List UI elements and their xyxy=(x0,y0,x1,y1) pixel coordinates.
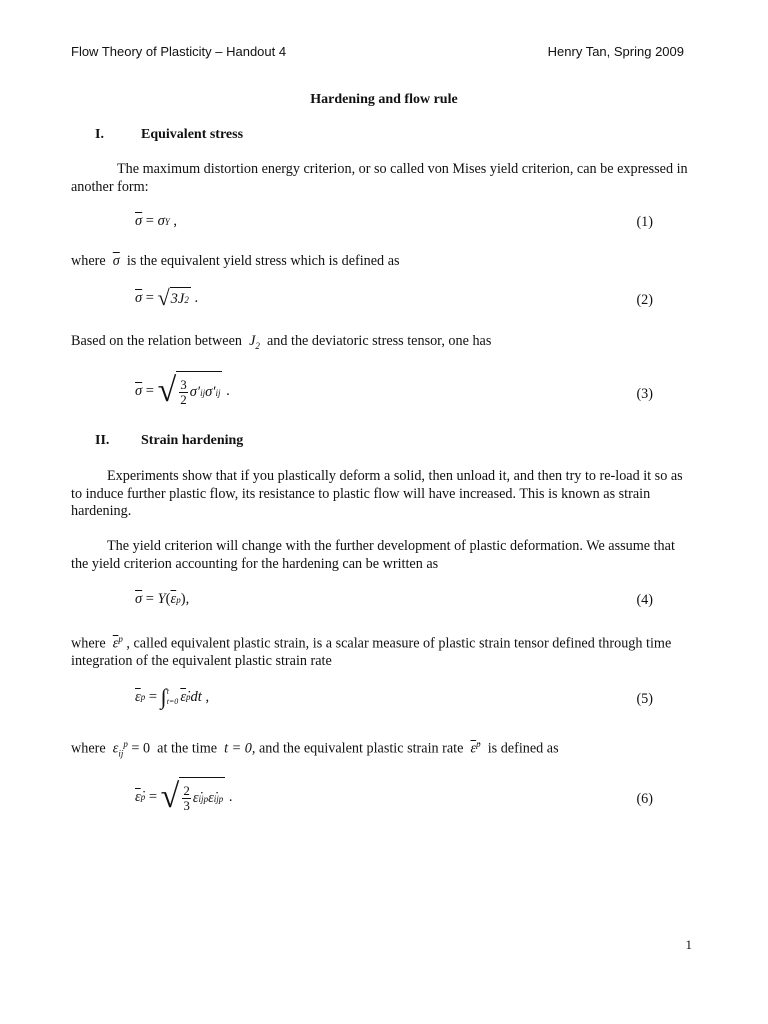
paragraph-text: and the deviatoric stress tensor, one has xyxy=(266,333,492,349)
equation-number-4: (4) xyxy=(636,592,653,608)
paragraph-1 xyxy=(71,161,691,196)
paragraph-6: where $\overline{\varepsilon}^p$ , called equivalent plastic strain, is a scalar measure of plastic strain tensor defined through time integration of the equivalent plastic strain rate xyxy=(71,634,672,670)
header-right: Henry Tan, Spring 2009 xyxy=(547,44,684,59)
header-left: Flow Theory of Plasticity – Handout 4 xyxy=(71,44,287,59)
section-heading-2 xyxy=(95,433,244,449)
equation-3: $\overline{\sigma}$ = √ $\frac{3}{2}$ σ′ ij σ′ ij . xyxy=(135,372,230,409)
eq-lhs: $\overline{\varepsilon}$ xyxy=(135,688,141,705)
eq-lhs: $\overline{\sigma}$ xyxy=(135,213,143,229)
integral-limits: t t=0 xyxy=(166,687,179,706)
eq-term: σ′ xyxy=(189,384,201,400)
eps-bar-inline: $\overline{\varepsilon}$ xyxy=(112,635,119,652)
equation-2: $\overline{\sigma}$ = √ 3J 2 . xyxy=(135,285,199,310)
section-name: Equivalent stress xyxy=(141,127,244,142)
eq-tail: , xyxy=(185,591,190,607)
equation-6: ε̇ p = √ $\frac{2}{3}$ ε̇ ij p ε̇ ij p . xyxy=(135,778,233,815)
section-name: Strain hardening xyxy=(141,433,244,448)
equation-number-2: (2) xyxy=(636,292,653,308)
sqrt-sign: √ $\frac{2}{3}$ ε̇ ij p ε̇ ij p xyxy=(160,778,224,815)
eq-coef: 3J xyxy=(170,291,185,307)
paragraph-3 xyxy=(71,333,691,355)
paragraph-4 xyxy=(71,468,691,521)
paragraph-7: where $\varepsilon_{ij}^p = 0$ at the time t = 0, and the equivalent plastic strain rate ε̇$^p$ is defined as xyxy=(71,739,559,759)
fraction: $\frac{2}{3}$ xyxy=(183,783,190,813)
eq-func: Y xyxy=(157,591,166,607)
paragraph-text: , called equivalent plastic strain, is a scalar measure of plastic strain tensor defined through time integration of the equivalent plastic strain rate xyxy=(71,635,672,670)
equation-number-1: (1) xyxy=(636,214,653,230)
section-numeral: II. xyxy=(95,433,110,448)
equation-number-5: (5) xyxy=(636,691,653,707)
eq-tail: . xyxy=(228,788,233,805)
fraction: $\frac{3}{2}$ xyxy=(180,377,187,407)
eps-dot-bar-inline: ε̇ xyxy=(470,740,477,757)
text-where: where xyxy=(71,740,106,757)
eq-arg: $\overline{\varepsilon}$ xyxy=(170,591,177,607)
j2-inline: J xyxy=(249,333,256,349)
paragraph-text: Based on the relation between xyxy=(71,333,242,349)
eq-tail: . xyxy=(194,289,199,306)
paragraph-text: Experiments show that if you plastically deform a solid, then unload it, and then try to re-load it so as to induce further plastic flow, its resistance to plastic flow will have increased. This is known as strain hardening. xyxy=(71,468,683,519)
sqrt-sign: √ $\frac{3}{2}$ σ′ ij σ′ ij xyxy=(157,372,221,409)
paragraph-text: is the equivalent yield stress which is defined as xyxy=(126,253,400,269)
section-numeral: I. xyxy=(95,127,104,142)
text-where: where xyxy=(71,635,106,652)
eq-dt: dt xyxy=(190,688,202,705)
page-title: Hardening and flow rule xyxy=(310,92,458,107)
eq-tail: , xyxy=(173,213,178,229)
equation-4: $\overline{\sigma}$ = Y ( $\overline{\varepsilon}$ p ) , xyxy=(135,591,190,607)
eq-term: ε̇ xyxy=(192,790,199,806)
eq-tail: , xyxy=(205,688,210,705)
equation-1: $\overline{\sigma}$ = σ Y , xyxy=(135,213,178,229)
integral-sign: ∫ xyxy=(160,684,167,709)
section-heading-1 xyxy=(95,127,244,143)
eq-lhs: $\overline{\sigma}$ xyxy=(135,591,143,607)
sqrt-sign: √ 3J 2 xyxy=(157,285,189,310)
page-number: 1 xyxy=(685,937,692,952)
paragraph-2 xyxy=(71,253,691,271)
paragraph-5 xyxy=(71,538,691,573)
eq-lhs: $\overline{\sigma}$ xyxy=(135,382,143,399)
eq-lhs: ε̇ xyxy=(135,788,141,805)
equation-number-3: (3) xyxy=(636,386,653,402)
eq-rhs: σ xyxy=(157,213,165,229)
text-where: where xyxy=(71,253,106,269)
j2-sub: 2 xyxy=(255,340,260,351)
paragraph-text: The yield criterion will change with the further development of plastic deformation. We assume that the yield criterion accounting for the hardening can be written as xyxy=(71,538,675,572)
equation-number-6: (6) xyxy=(636,791,653,807)
sigma-bar-inline: $\overline{\sigma}$ xyxy=(112,253,120,269)
eq-lhs: $\overline{\sigma}$ xyxy=(135,289,143,306)
eps-ij-inline: ε xyxy=(112,740,119,757)
eq-tail: . xyxy=(226,382,230,399)
paragraph-text: The maximum distortion energy criterion, or so called von Mises yield criterion, can be expressed in another form: xyxy=(71,161,688,195)
eq-sub: Y xyxy=(164,216,170,227)
eq-sub: 2 xyxy=(184,294,189,305)
equation-5: $\overline{\varepsilon}$ p = ∫ t t=0 ε̇ p dt , xyxy=(135,684,210,709)
